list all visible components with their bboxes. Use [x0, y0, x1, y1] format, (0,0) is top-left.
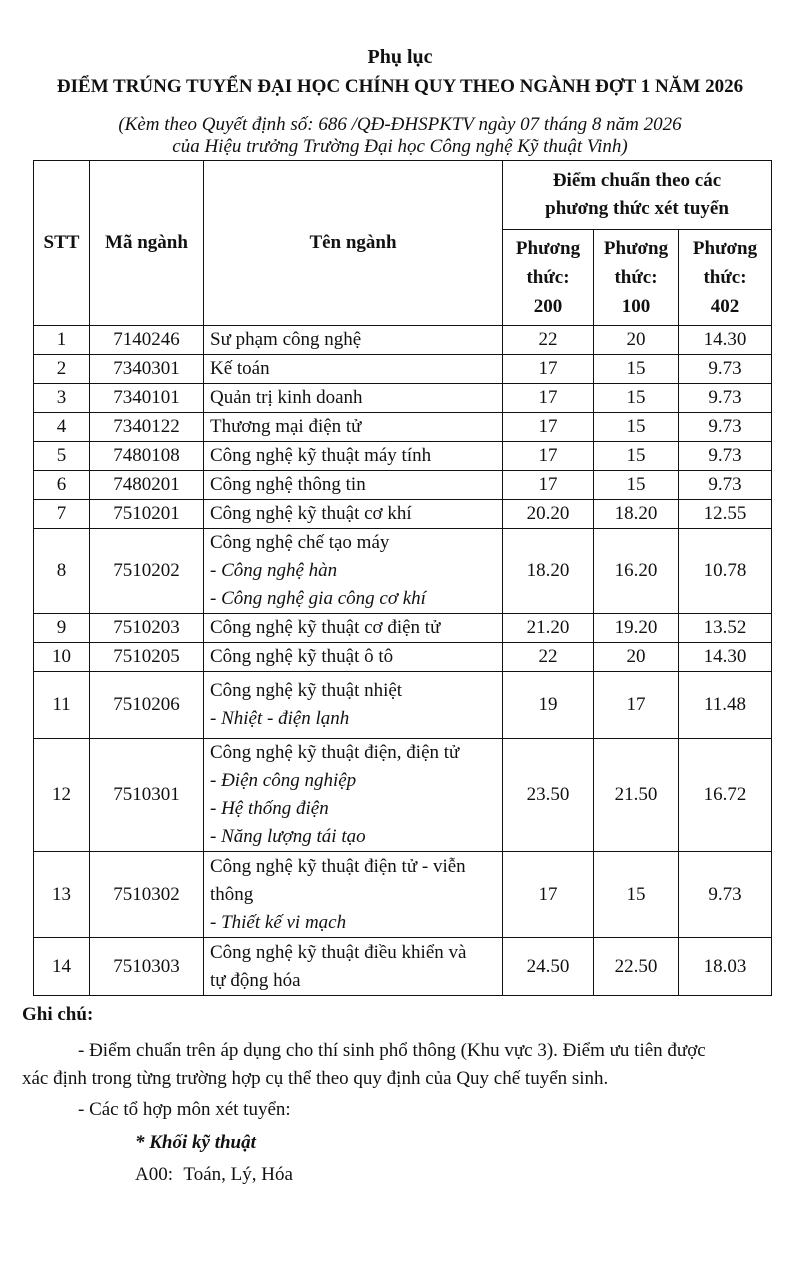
row-score-method-402: 16.72 — [679, 739, 772, 852]
specialization-line: - Nhiệt - điện lạnh — [210, 708, 350, 729]
major-name-line: Công nghệ chế tạo máy — [210, 532, 390, 553]
header-score-group — [503, 161, 772, 230]
row-score-method-200: 17 — [503, 384, 594, 413]
row-score-method-200: 20.20 — [503, 500, 594, 529]
row-major-code: 7510205 — [90, 643, 204, 672]
row-major-code: 7480108 — [90, 442, 204, 471]
row-score-method-200: 19 — [503, 672, 594, 739]
row-stt: 8 — [34, 529, 90, 614]
row-score-method-200: 24.50 — [503, 938, 594, 996]
row-major-name — [204, 672, 503, 739]
row-stt: 14 — [34, 938, 90, 996]
notes-title: Ghi chú: — [22, 1004, 94, 1025]
row-score-method-200: 17 — [503, 413, 594, 442]
row-score-method-402: 12.55 — [679, 500, 772, 529]
row-score-method-402: 9.73 — [679, 413, 772, 442]
row-score-method-100: 22.50 — [594, 938, 679, 996]
method-402-l1: Phương — [692, 238, 758, 259]
row-major-code: 7140246 — [90, 326, 204, 355]
row-score-method-200: 18.20 — [503, 529, 594, 614]
row-score-method-100: 15 — [594, 442, 679, 471]
table-row — [34, 326, 772, 355]
row-score-method-100: 17 — [594, 672, 679, 739]
row-stt: 4 — [34, 413, 90, 442]
row-score-method-100: 15 — [594, 852, 679, 938]
row-major-code: 7510202 — [90, 529, 204, 614]
major-name-line: Công nghệ kỹ thuật điều khiển và — [210, 941, 467, 963]
major-name-line: Công nghệ kỹ thuật điện, điện tử — [210, 742, 460, 763]
row-major-code: 7510302 — [90, 852, 204, 938]
row-major-code: 7340101 — [90, 384, 204, 413]
row-major-name — [204, 384, 503, 413]
major-name-line: Công nghệ kỹ thuật cơ điện tử — [210, 617, 441, 638]
row-score-method-402: 9.73 — [679, 852, 772, 938]
notes-combination — [135, 1164, 800, 1186]
row-score-method-402: 9.73 — [679, 471, 772, 500]
table-row — [34, 614, 772, 643]
row-score-method-200: 17 — [503, 355, 594, 384]
row-score-method-402: 10.78 — [679, 529, 772, 614]
row-stt: 6 — [34, 471, 90, 500]
major-name-line: Công nghệ kỹ thuật máy tính — [210, 445, 432, 466]
row-stt: 12 — [34, 739, 90, 852]
major-name-line: Công nghệ kỹ thuật cơ khí — [210, 503, 412, 524]
row-score-method-402: 9.73 — [679, 384, 772, 413]
specialization-line: - Hệ thống điện — [210, 798, 329, 819]
row-major-name — [204, 529, 503, 614]
row-score-method-100: 19.20 — [594, 614, 679, 643]
major-name-line: tự động hóa — [210, 969, 301, 991]
table-row — [34, 852, 772, 938]
row-stt: 9 — [34, 614, 90, 643]
header-major-name: Tên ngành — [204, 161, 503, 326]
row-score-method-100: 21.50 — [594, 739, 679, 852]
major-name-line: thông — [210, 883, 254, 905]
row-major-name — [204, 614, 503, 643]
row-score-method-402: 9.73 — [679, 442, 772, 471]
row-score-method-100: 20 — [594, 643, 679, 672]
method-200-l3: 200 — [533, 296, 563, 317]
major-name-line: Thương mại điện tử — [210, 416, 362, 437]
method-402-l3: 402 — [710, 296, 740, 317]
table-row — [34, 739, 772, 852]
row-score-method-402: 9.73 — [679, 355, 772, 384]
row-score-method-402: 14.30 — [679, 643, 772, 672]
notes-line-1: - Điểm chuẩn trên áp dụng cho thí sinh phổ thông (Khu vực 3). Điểm ưu tiên được — [78, 1040, 706, 1061]
table-row — [34, 355, 772, 384]
row-score-method-200: 22 — [503, 326, 594, 355]
method-200-l2: thức: — [526, 267, 570, 288]
row-major-code: 7510301 — [90, 739, 204, 852]
table-row — [34, 672, 772, 739]
row-score-method-200: 23.50 — [503, 739, 594, 852]
row-score-method-200: 17 — [503, 852, 594, 938]
row-score-method-402: 18.03 — [679, 938, 772, 996]
specialization-line: - Thiết kế vi mạch — [210, 911, 347, 933]
major-name-line: Kế toán — [210, 358, 270, 379]
row-score-method-100: 15 — [594, 384, 679, 413]
row-major-name — [204, 413, 503, 442]
row-score-method-100: 15 — [594, 355, 679, 384]
row-major-name — [204, 355, 503, 384]
issuer-reference: của Hiệu trưởng Trường Đại học Công nghệ Kỹ thuật Vinh) — [172, 136, 628, 157]
row-stt: 2 — [34, 355, 90, 384]
specialization-line: - Công nghệ hàn — [210, 560, 338, 581]
document-title: ĐIỂM TRÚNG TUYỂN ĐẠI HỌC CHÍNH QUY THEO NGÀNH ĐỢT 1 NĂM 2026 — [56, 76, 744, 97]
table-row — [34, 442, 772, 471]
row-major-name — [204, 442, 503, 471]
decision-reference: (Kèm theo Quyết định số: 686 /QĐ-ĐHSPKTV ngày 07 tháng 8 năm 2026 — [118, 114, 682, 135]
row-major-name — [204, 326, 503, 355]
row-score-method-402: 13.52 — [679, 614, 772, 643]
notes-line-3: - Các tổ hợp môn xét tuyển: — [78, 1099, 291, 1120]
method-100-l3: 100 — [621, 296, 651, 317]
row-major-name — [204, 643, 503, 672]
row-score-method-200: 21.20 — [503, 614, 594, 643]
table-row — [34, 643, 772, 672]
row-score-method-200: 17 — [503, 442, 594, 471]
table-row — [34, 471, 772, 500]
row-major-name — [204, 938, 503, 996]
notes-subject-group: * Khối kỹ thuật — [135, 1132, 256, 1153]
row-score-method-200: 17 — [503, 471, 594, 500]
row-score-method-100: 18.20 — [594, 500, 679, 529]
row-major-code: 7510303 — [90, 938, 204, 996]
row-major-code: 7480201 — [90, 471, 204, 500]
row-major-code: 7510206 — [90, 672, 204, 739]
row-score-method-402: 11.48 — [679, 672, 772, 739]
appendix-heading: Phụ lục — [367, 46, 433, 68]
row-major-code: 7510203 — [90, 614, 204, 643]
row-score-method-100: 20 — [594, 326, 679, 355]
table-row — [34, 938, 772, 996]
major-name-line: Sư phạm công nghệ — [210, 329, 362, 350]
method-100-l1: Phương — [603, 238, 669, 259]
major-name-line: Công nghệ thông tin — [210, 474, 366, 495]
row-major-code: 7340301 — [90, 355, 204, 384]
table-row — [34, 500, 772, 529]
header-method-100 — [594, 230, 679, 326]
row-score-method-100: 15 — [594, 471, 679, 500]
specialization-line: - Công nghệ gia công cơ khí — [210, 588, 426, 609]
notes-line-2: xác định trong từng trường hợp cụ thể theo quy định của Quy chế tuyển sinh. — [22, 1068, 609, 1089]
row-stt: 13 — [34, 852, 90, 938]
combination-code: A00: — [135, 1164, 173, 1185]
row-stt: 7 — [34, 500, 90, 529]
row-stt: 11 — [34, 672, 90, 739]
method-200-l1: Phương — [515, 238, 581, 259]
major-name-line: Công nghệ kỹ thuật điện tử - viễn — [210, 855, 466, 877]
row-score-method-100: 16.20 — [594, 529, 679, 614]
row-stt: 5 — [34, 442, 90, 471]
major-name-line: Quản trị kinh doanh — [210, 387, 363, 408]
table-row — [34, 529, 772, 614]
row-stt: 1 — [34, 326, 90, 355]
row-major-code: 7340122 — [90, 413, 204, 442]
specialization-line: - Điện công nghiệp — [210, 770, 357, 791]
row-major-code: 7510201 — [90, 500, 204, 529]
major-name-line: Công nghệ kỹ thuật nhiệt — [210, 680, 403, 701]
row-major-name — [204, 739, 503, 852]
specialization-line: - Năng lượng tái tạo — [210, 826, 366, 847]
header-major-code: Mã ngành — [90, 161, 204, 326]
row-stt: 10 — [34, 643, 90, 672]
admission-scores-table — [33, 160, 772, 996]
method-402-l2: thức: — [703, 267, 747, 288]
combination-subjects: Toán, Lý, Hóa — [183, 1164, 293, 1185]
header-method-402 — [679, 230, 772, 326]
row-stt: 3 — [34, 384, 90, 413]
row-major-name — [204, 852, 503, 938]
table-row — [34, 413, 772, 442]
header-stt: STT — [34, 161, 90, 326]
header-method-200 — [503, 230, 594, 326]
row-major-name — [204, 471, 503, 500]
major-name-line: Công nghệ kỹ thuật ô tô — [210, 646, 394, 667]
row-score-method-100: 15 — [594, 413, 679, 442]
table-row — [34, 384, 772, 413]
row-score-method-200: 22 — [503, 643, 594, 672]
row-major-name — [204, 500, 503, 529]
table-body — [34, 326, 772, 996]
header-score-group-line1: Điểm chuẩn theo các — [552, 170, 722, 191]
method-100-l2: thức: — [614, 267, 658, 288]
row-score-method-402: 14.30 — [679, 326, 772, 355]
header-score-group-line2: phương thức xét tuyển — [545, 198, 729, 219]
